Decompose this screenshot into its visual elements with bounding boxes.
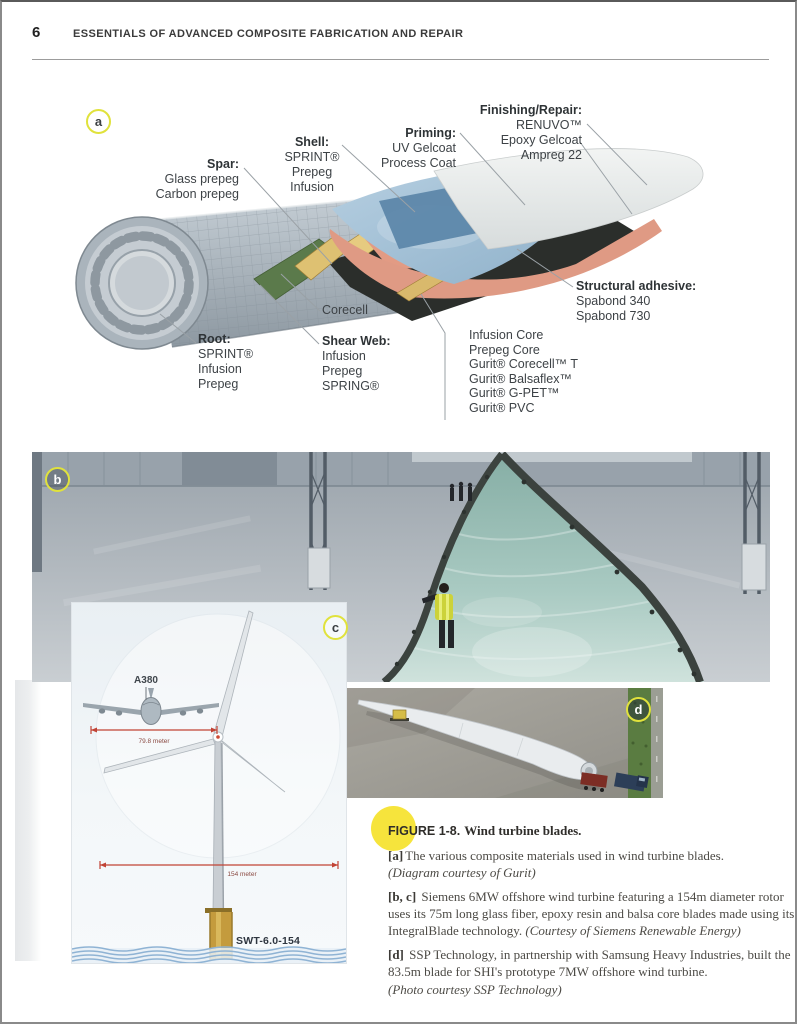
label-core-materials: Infusion Core Prepeg Core Gurit® Corecell™ T Gurit® Balsaflex™ Gurit® G-PET™ Gurit® PVC xyxy=(469,328,579,415)
panel-marker-a-letter: a xyxy=(94,114,103,129)
caption-item-bc: [b, c] Siemens 6MW offshore wind turbine featuring a 154m diameter rotor uses its 75m long glass fiber, epoxy resin and balsa core blades made using its IntegralBlade technology. (Courtesy of Siemens Renewable Energy) xyxy=(388,888,795,939)
running-header-title: ESSENTIALS OF ADVANCED COMPOSITE FABRICATION AND REPAIR xyxy=(73,28,464,40)
caption-heading xyxy=(388,822,797,840)
people-figures xyxy=(450,482,472,501)
turbine-model-label: SWT-6.0-154 xyxy=(236,935,301,947)
figure-caption xyxy=(388,822,797,1005)
label-shear-web: Shear Web: Infusion Prepeg SPRING® xyxy=(322,334,391,393)
panel-marker-c xyxy=(323,615,348,640)
figure-number: FIGURE 1-8. xyxy=(388,824,461,838)
blade-tip-stand xyxy=(390,710,409,721)
label-root: Root: SPRINT® Infusion Prepeg xyxy=(198,332,254,391)
panel-marker-b-letter: b xyxy=(53,472,62,487)
blade-transport-photo xyxy=(345,688,663,798)
margin-shading xyxy=(15,680,41,961)
turbine-scale-illustration xyxy=(72,603,346,963)
figure-title: Wind turbine blades. xyxy=(464,823,582,838)
total-dimension-label: 154 meter xyxy=(227,871,257,878)
label-corecell: Corecell xyxy=(322,303,368,317)
caption-item-a: [a] The various composite materials used in wind turbine blades. (Diagram courtesy of Gurit) xyxy=(388,847,724,880)
a380-label: A380 xyxy=(134,675,158,686)
panel-marker-b xyxy=(45,467,70,492)
panel-marker-d-letter: d xyxy=(634,702,643,717)
label-spar: Spar: Glass prepeg Carbon prepeg xyxy=(155,157,239,201)
caption-item-d: [d] SSP Technology, in partnership with Samsung Heavy Industries, built the 83.5m blade for SHI's prototype 7MW offshore wind turbine. (Photo courtesy SSP Technology) xyxy=(388,947,791,997)
label-finishing-repair: Finishing/Repair: RENUVO™ Epoxy Gelcoat Ampreg 22 xyxy=(479,103,582,162)
label-shell: Shell: SPRINT® Prepeg Infusion xyxy=(284,135,340,194)
panel-marker-a xyxy=(86,109,111,134)
panel-marker-d xyxy=(626,697,651,722)
panel-marker-c-letter: c xyxy=(331,620,340,635)
rotor-dimension-label: 79.8 meter xyxy=(138,738,170,745)
header-rule xyxy=(32,59,769,60)
water-waves xyxy=(72,947,346,963)
scale-comparison-panel xyxy=(71,602,347,964)
page-number: 6 xyxy=(32,24,41,41)
label-structural-adhesive: Structural adhesive: Spabond 340 Spabond 730 xyxy=(576,279,697,323)
label-priming: Priming: UV Gelcoat Process Coat xyxy=(380,126,456,170)
